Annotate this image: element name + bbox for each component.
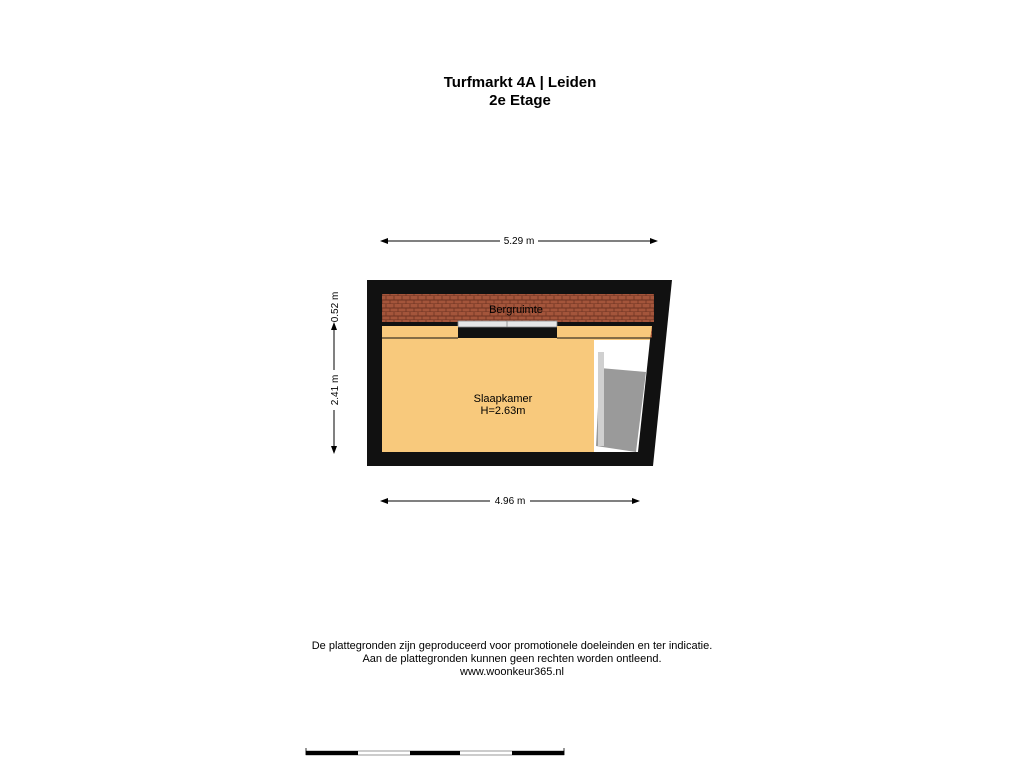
bottom-width-dimension — [380, 496, 640, 507]
bottom-width-label: 4.96 m — [494, 496, 526, 507]
top-width-dimension — [380, 236, 658, 247]
disclaimer-line-1: De plattegronden zijn geproduceerd voor promotionele doeleinden en ter indicatie. — [311, 640, 713, 652]
storage-label: Bergruimte — [489, 304, 543, 316]
plan-title: Turfmarkt 4A | Leiden — [443, 74, 597, 91]
bedroom-label: Slaapkamer — [473, 393, 533, 405]
window-opening — [458, 321, 557, 327]
scale-bar — [306, 748, 564, 755]
left-height-dimension — [330, 292, 341, 454]
bedroom-height-label: H=2.63m — [480, 405, 526, 417]
left-upper-label: 0.52 m — [330, 291, 341, 323]
top-width-label: 5.29 m — [503, 236, 535, 247]
left-lower-label: 2.41 m — [330, 374, 341, 406]
disclaimer-line-2: Aan de plattegronden kunnen geen rechten worden ontleend. — [362, 653, 662, 665]
disclaimer — [0, 640, 1024, 679]
website-link: www.woonkeur365.nl — [460, 666, 564, 678]
floor-name: 2e Etage — [489, 92, 551, 109]
